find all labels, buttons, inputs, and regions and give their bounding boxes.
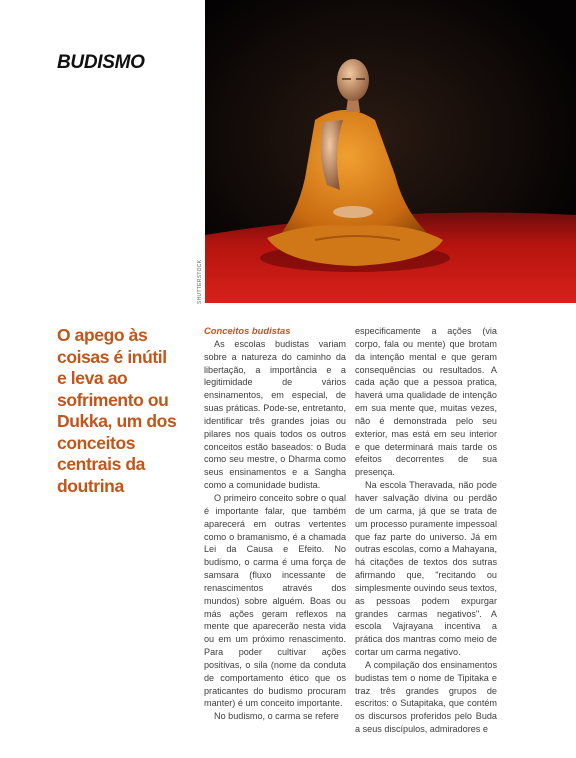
paragraph: especificamente a ações (via corpo, fala ou mente) que brotam da intenção mental e que geram consequências ou resultados. A cada ação que a pessoa pratica, haverá uma qualidade de intenção em sua mente que, muitas vezes, não é demonstrada pelo seu exterior, mas está em seu interior e que determinará mais tarde os efeitos decorrentes de sua presença. xyxy=(355,326,497,478)
article-column-2 xyxy=(355,325,497,736)
paragraph: O primeiro conceito sobre o qual é importante falar, que também aparecerá em outras vertentes como o bramanismo, é a chamada Lei da Causa e Efeito. No budismo, o carma é uma força de samsara (fluxo incessante de renascimentos através dos mundos) sobre alguém. Boas ou más ações geram reflexos na mente que aparecerão nesta vida ou em um próximo renascimento. Para poder cultivar ações positivas, o sila (nome da conduta de comportamento ético que os praticantes do budismo procuram manter) é um conceito importante. xyxy=(204,492,346,709)
paragraph: No budismo, o carma se refere xyxy=(214,711,339,722)
paragraph: As escolas budistas variam sobre a natureza do caminho da libertação, a importância e a legitimidade de vários ensinamentos, em especial, de suas práticas. Pode-se, entretanto, identificar três grandes joias ou pilares nos quais todos os outros conceitos estão baseados: o Buda como seu mestre, o Dharma como seus ensinamentos e a Sangha como a comunidade budista. xyxy=(204,338,346,491)
article-column-1 xyxy=(204,325,346,723)
monk-meditating-photo xyxy=(205,0,576,303)
paragraph: A compilação dos ensinamentos budistas tem o nome de Tipitaka e traz três grandes grupos de escritos: o Sutapitaka, que contém os discursos proferidos pelo Buda a seus discípulos, admiradores e xyxy=(355,659,497,735)
photo-credit: SHUTTERSTOCK xyxy=(197,259,203,304)
subhead: Conceitos budistas xyxy=(204,325,291,336)
pull-quote: O apego às coisas é inútil e leva ao sofrimento ou Dukka, um dos conceitos centrais da doutrina xyxy=(57,325,177,496)
section-title: BUDISMO xyxy=(57,52,145,73)
paragraph: Na escola Theravada, não pode haver salvação divina ou perdão de um carma, já que se trata de um processo puramente impessoal que faz parte do universo. Já em outras escolas, como a Mahayana, há citações de textos dos sutras afirmando que, "recitando ou simplesmente ouvindo seus textos, as pessoas podem expurgar grandes carmas negativos". A escola Vajrayana incentiva a prática dos mantras como meio de cortar um carma negativo. xyxy=(355,480,497,658)
